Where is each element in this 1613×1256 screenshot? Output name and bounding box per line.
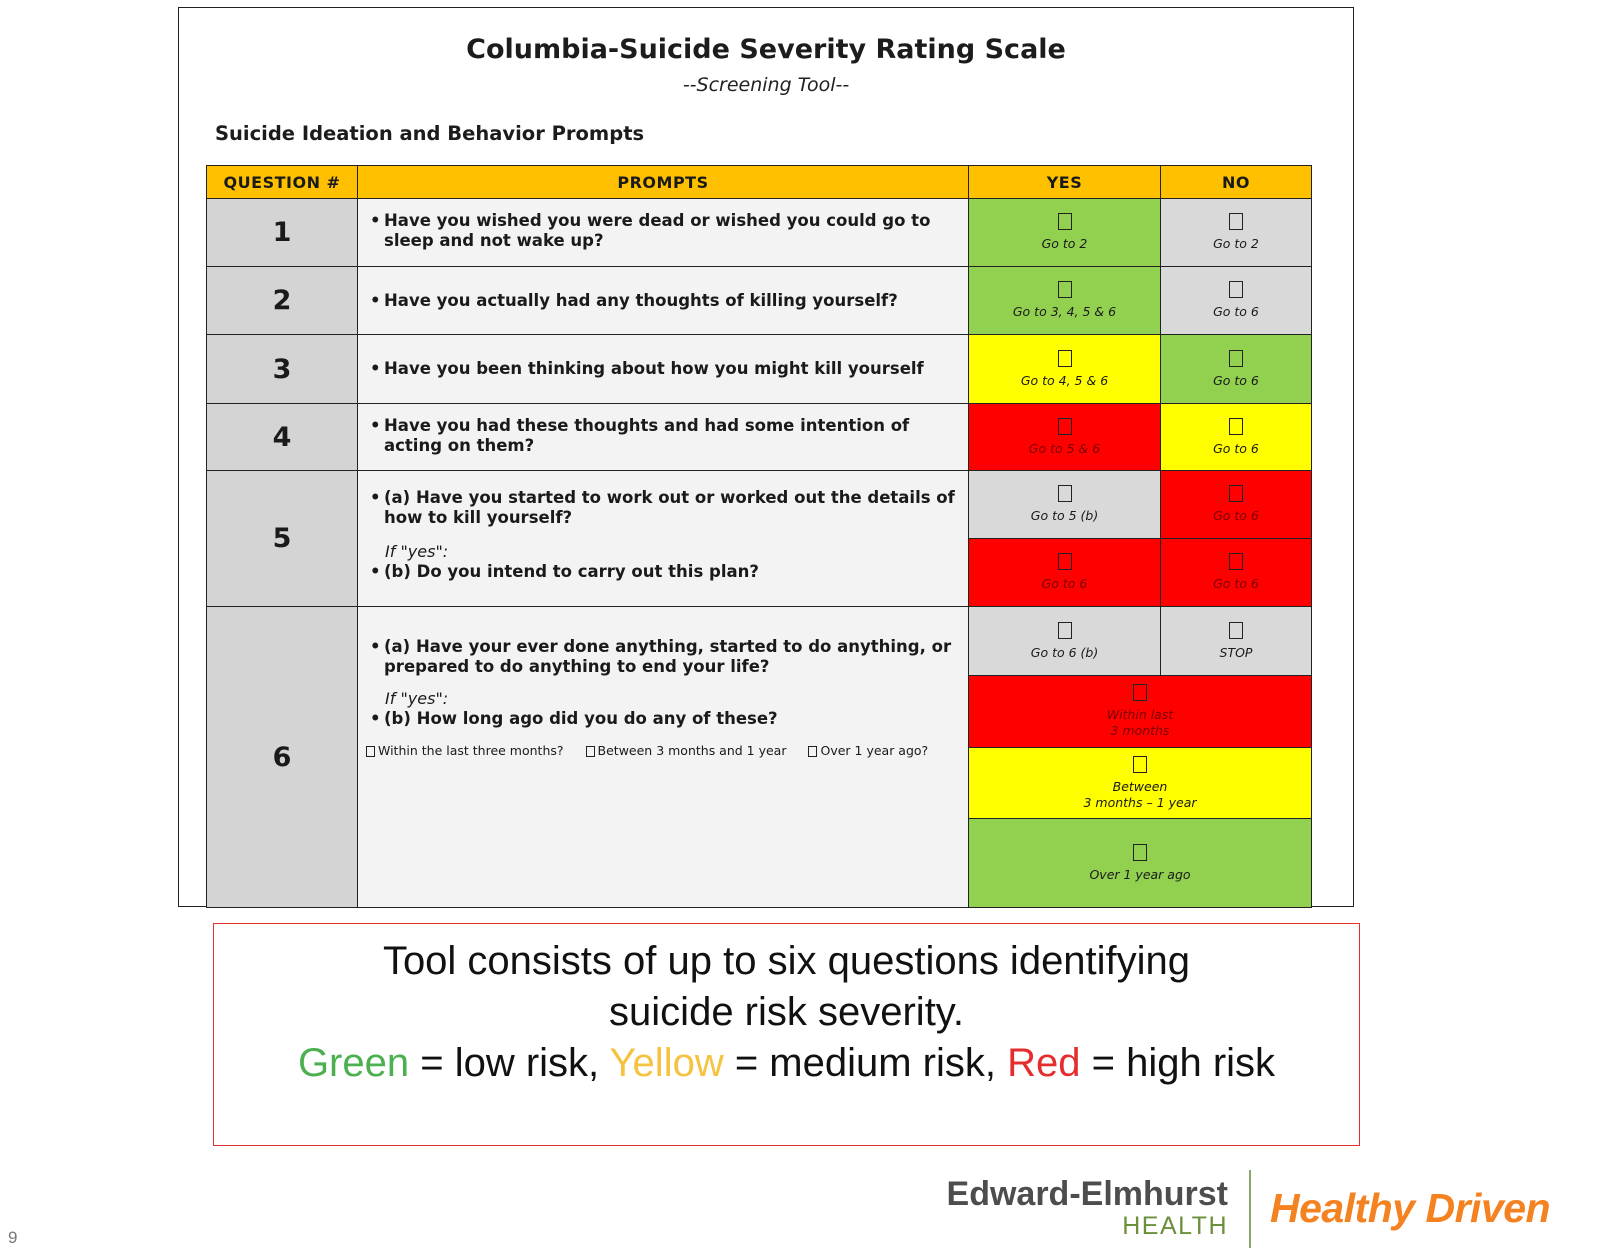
answer-yes-q3[interactable] <box>968 334 1161 404</box>
scale-title: Columbia-Suicide Severity Rating Scale <box>466 34 1066 65</box>
answer-yes-q5b[interactable] <box>968 538 1161 607</box>
answer-instruction: Over 1 year ago <box>1089 866 1191 882</box>
answer-yes-q1[interactable] <box>968 198 1161 267</box>
question-number: 4 <box>206 403 358 471</box>
prompt-text: (b) Do you intend to carry out this plan? <box>384 562 759 581</box>
prompt-text: Have you had these thoughts and had some intention of acting on them? <box>384 416 910 455</box>
prompt-text: Have you actually had any thoughts of killing yourself? <box>384 290 898 310</box>
answer-instruction: Go to 6 <box>1213 508 1259 523</box>
time-option[interactable]: Over 1 year ago? <box>808 741 928 761</box>
answer-yes-q6a[interactable] <box>968 606 1161 676</box>
checkbox[interactable] <box>1133 756 1147 773</box>
time-option[interactable]: Within the last three months? <box>366 741 564 761</box>
legend-green: Green <box>297 1041 410 1085</box>
prompt-cell: • (a) Have you started to work out or worked out the details of how to kill yourself? If "yes": • (b) Do you intend to carry out this plan? <box>357 470 969 607</box>
checkbox[interactable] <box>1229 418 1243 435</box>
answer-instruction: Within last <box>1106 707 1174 722</box>
answer-q6b-within-3-months[interactable] <box>968 675 1312 748</box>
screening-table <box>206 165 1318 908</box>
answer-instruction: Go to 3, 4, 5 & 6 <box>1012 304 1117 319</box>
prompt-cell: • Have you wished you were dead or wished you could go to sleep and not wake up? <box>357 198 969 267</box>
prompt-cell: • Have you actually had any thoughts of killing yourself? <box>357 266 969 335</box>
answer-instruction: Go to 6 <box>1213 372 1259 388</box>
checkbox[interactable] <box>366 746 375 757</box>
answer-q6b-over-1-year[interactable] <box>968 818 1312 908</box>
checkbox[interactable] <box>1058 350 1072 367</box>
checkbox[interactable] <box>1058 622 1072 639</box>
prompt-text: (a) Have you started to work out or worked out the details of how to kill yourself? <box>384 488 955 527</box>
checkbox[interactable] <box>1133 844 1147 861</box>
answer-instruction: Go to 4, 5 & 6 <box>1020 372 1109 388</box>
answer-no-q1[interactable] <box>1160 198 1312 267</box>
summary-line-1: Tool consists of up to six questions identifying <box>382 939 1191 983</box>
answer-instruction: Go to 6 <box>1213 576 1259 591</box>
checkbox[interactable] <box>1229 485 1243 502</box>
header-prompts: PROMPTS <box>357 165 969 199</box>
checkbox[interactable] <box>1229 553 1243 570</box>
brand-logo-name: Edward-Elmhurst <box>946 1175 1228 1213</box>
answer-instruction: Go to 5 (b) <box>1030 508 1099 523</box>
prompt-text: (a) Have your ever done anything, started to do anything, or prepared to do anything to end your life? <box>384 637 952 676</box>
section-heading: Suicide Ideation and Behavior Prompts <box>215 122 645 145</box>
scale-subtitle: --Screening Tool-- <box>682 74 850 96</box>
logo-divider <box>1249 1170 1251 1248</box>
answer-instruction: Go to 6 <box>1213 304 1259 319</box>
answer-no-q3[interactable] <box>1160 334 1312 404</box>
answer-q6b-3-to-12-months[interactable] <box>968 747 1312 819</box>
legend-yellow-desc: = medium risk, <box>723 1041 1008 1085</box>
checkbox[interactable] <box>1058 418 1072 435</box>
checkbox[interactable] <box>586 746 595 757</box>
legend-green-desc: = low risk, <box>409 1041 610 1085</box>
answer-instruction: 3 months – 1 year <box>1083 794 1197 810</box>
legend-red-desc: = high risk <box>1080 1041 1276 1085</box>
checkbox[interactable] <box>1229 350 1243 367</box>
page-number: 9 <box>8 1228 18 1247</box>
answer-instruction: Go to 6 <box>1213 440 1259 456</box>
screening-tool-figure <box>178 7 1354 907</box>
checkbox[interactable] <box>1058 553 1072 570</box>
time-options <box>366 741 960 761</box>
header-question: QUESTION # <box>206 165 358 199</box>
brand-tagline: Healthy Driven <box>1270 1185 1551 1231</box>
checkbox[interactable] <box>1058 213 1072 230</box>
answer-yes-q4[interactable] <box>968 403 1161 471</box>
prompt-text: Have you been thinking about how you might kill yourself <box>384 359 924 378</box>
answer-yes-q2[interactable] <box>968 266 1161 335</box>
header-no: NO <box>1160 165 1312 199</box>
prompt-cell: • Have you had these thoughts and had some intention of acting on them? <box>357 403 969 471</box>
checkbox[interactable] <box>1229 281 1243 298</box>
checkbox[interactable] <box>1229 622 1243 639</box>
answer-no-q5a[interactable] <box>1160 470 1312 539</box>
answer-no-q6a[interactable] <box>1160 606 1312 676</box>
risk-legend <box>214 1038 1359 1089</box>
time-option[interactable]: Between 3 months and 1 year <box>586 741 787 761</box>
answer-instruction: STOP <box>1219 644 1253 660</box>
brand-logo-subtitle: HEALTH <box>1122 1212 1228 1240</box>
prompt-cell: • Have you been thinking about how you might kill yourself <box>357 334 969 404</box>
answer-no-q4[interactable] <box>1160 403 1312 471</box>
header-yes: YES <box>968 165 1161 199</box>
prompt-text: Have you wished you were dead or wished you could go to sleep and not wake up? <box>384 211 931 250</box>
checkbox[interactable] <box>1229 213 1243 230</box>
answer-instruction: Go to 6 <box>1041 576 1088 591</box>
answer-instruction: Go to 2 <box>1041 236 1088 251</box>
if-yes-label: If "yes": <box>385 542 449 561</box>
answer-no-q2[interactable] <box>1160 266 1312 335</box>
prompt-cell: • (a) Have your ever done anything, started to do anything, or prepared to do anything to end your life? If "yes": • (b) How long ago did you do any of these? Within the last three months? Between 3 months and 1 year Over 1 year ago? <box>357 606 969 908</box>
question-number: 2 <box>206 266 358 335</box>
question-number: 1 <box>206 198 358 267</box>
summary-line-2: suicide risk severity. <box>609 990 964 1034</box>
answer-instruction: 3 months <box>1110 723 1170 738</box>
question-number: 5 <box>206 470 358 607</box>
answer-instruction: Go to 2 <box>1213 236 1259 251</box>
answer-yes-q5a[interactable] <box>968 470 1161 539</box>
answer-instruction: Go to 6 (b) <box>1030 644 1099 660</box>
summary-callout <box>213 923 1360 1146</box>
checkbox[interactable] <box>1058 281 1072 298</box>
checkbox[interactable] <box>808 746 817 757</box>
legend-red: Red <box>1007 1041 1081 1085</box>
prompt-text: (b) How long ago did you do any of these? <box>384 709 778 728</box>
question-number: 6 <box>206 606 358 908</box>
legend-yellow: Yellow <box>609 1041 724 1085</box>
question-number: 3 <box>206 334 358 404</box>
checkbox[interactable] <box>1133 684 1147 701</box>
answer-instruction: Between <box>1112 778 1168 794</box>
answer-no-q5b[interactable] <box>1160 538 1312 607</box>
answer-instruction: Go to 5 & 6 <box>1028 440 1101 456</box>
if-yes-label: If "yes": <box>385 689 449 708</box>
checkbox[interactable] <box>1058 485 1072 502</box>
